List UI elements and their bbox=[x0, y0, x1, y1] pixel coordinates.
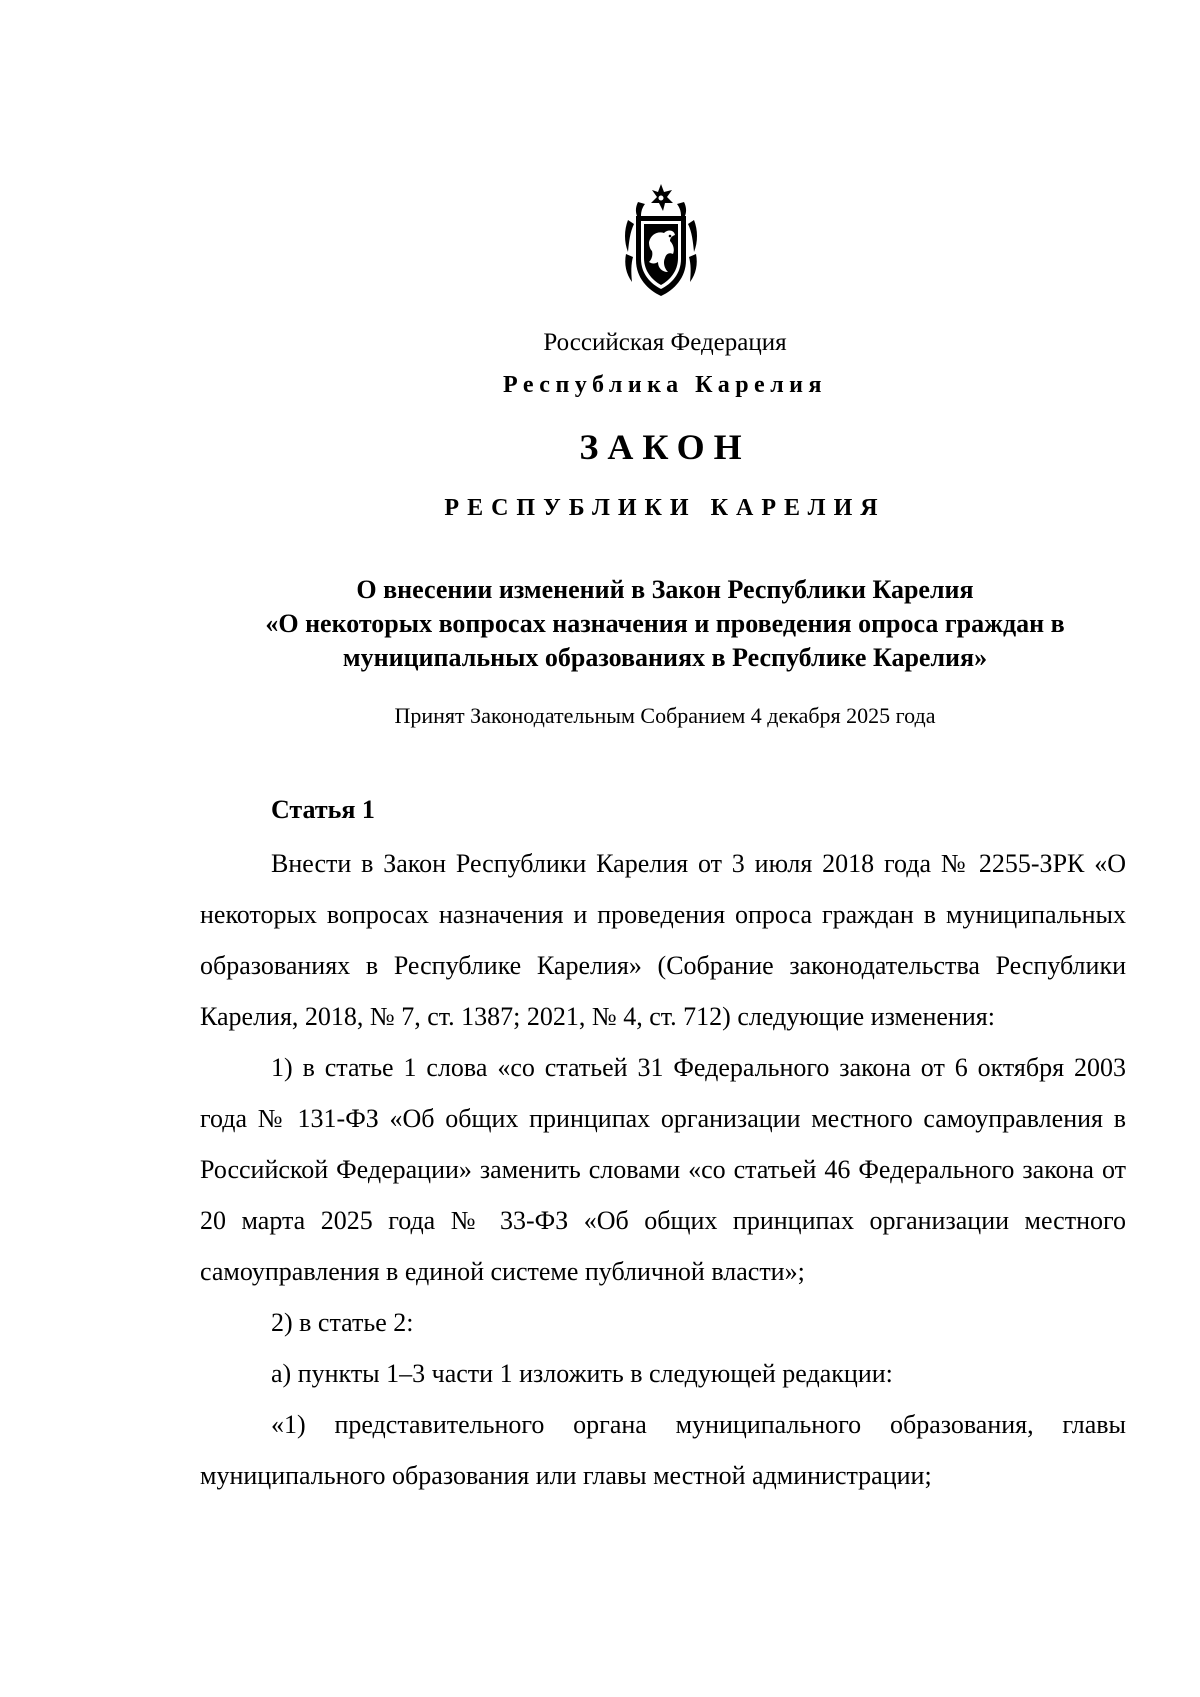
law-title-line: «О некоторых вопросах назначения и проведения опроса граждан в bbox=[265, 609, 1065, 638]
country-name: Российская Федерация bbox=[543, 329, 787, 356]
law-title bbox=[0, 573, 1200, 675]
article-heading: Статья 1 bbox=[271, 795, 375, 824]
paragraph: Внести в Закон Республики Карелия от 3 июля 2018 года № 2255-ЗРК «О некоторых вопросах назначения и проведения опроса граждан в муниципальных образованиях в Республике Карелия» (Собрание законодательства Республики Карелия, 2018, № 7, ст. 1387; 2021, № 4, ст. 712) следующие изменения: bbox=[200, 849, 1126, 1031]
law-title-line: муниципальных образованиях в Республике Карелия» bbox=[342, 643, 988, 672]
adoption-note: Принят Законодательным Собранием 4 декабря 2025 года bbox=[394, 703, 936, 728]
republic-name: Республика Карелия bbox=[503, 372, 827, 398]
document-type: ЗАКОН bbox=[579, 427, 751, 467]
paragraph: а) пункты 1–3 части 1 изложить в следующей редакции: bbox=[271, 1359, 893, 1388]
paragraph: 2) в статье 2: bbox=[271, 1308, 414, 1337]
paragraph: 1) в статье 1 слова «со статьей 31 Федерального закона от 6 октября 2003 года № 131-ФЗ «Об общих принципах организации местного самоуправления в Российской Федерации» заменить словами «со статьей 46 Федерального закона от 20 марта 2025 года № 33-ФЗ «Об общих принципах организации местного самоуправления в единой системе публичной власти»; bbox=[200, 1053, 1126, 1286]
law-title-line: О внесении изменений в Закон Республики Карелия bbox=[356, 575, 974, 604]
law-body bbox=[200, 793, 1126, 1501]
paragraph: «1) представительного органа муниципального образования, главы муниципального образования или главы местной администрации; bbox=[200, 1410, 1126, 1490]
document-issuer: РЕСПУБЛИКИ КАРЕЛИЯ bbox=[444, 495, 886, 521]
karelia-coat-of-arms-icon bbox=[618, 182, 704, 300]
